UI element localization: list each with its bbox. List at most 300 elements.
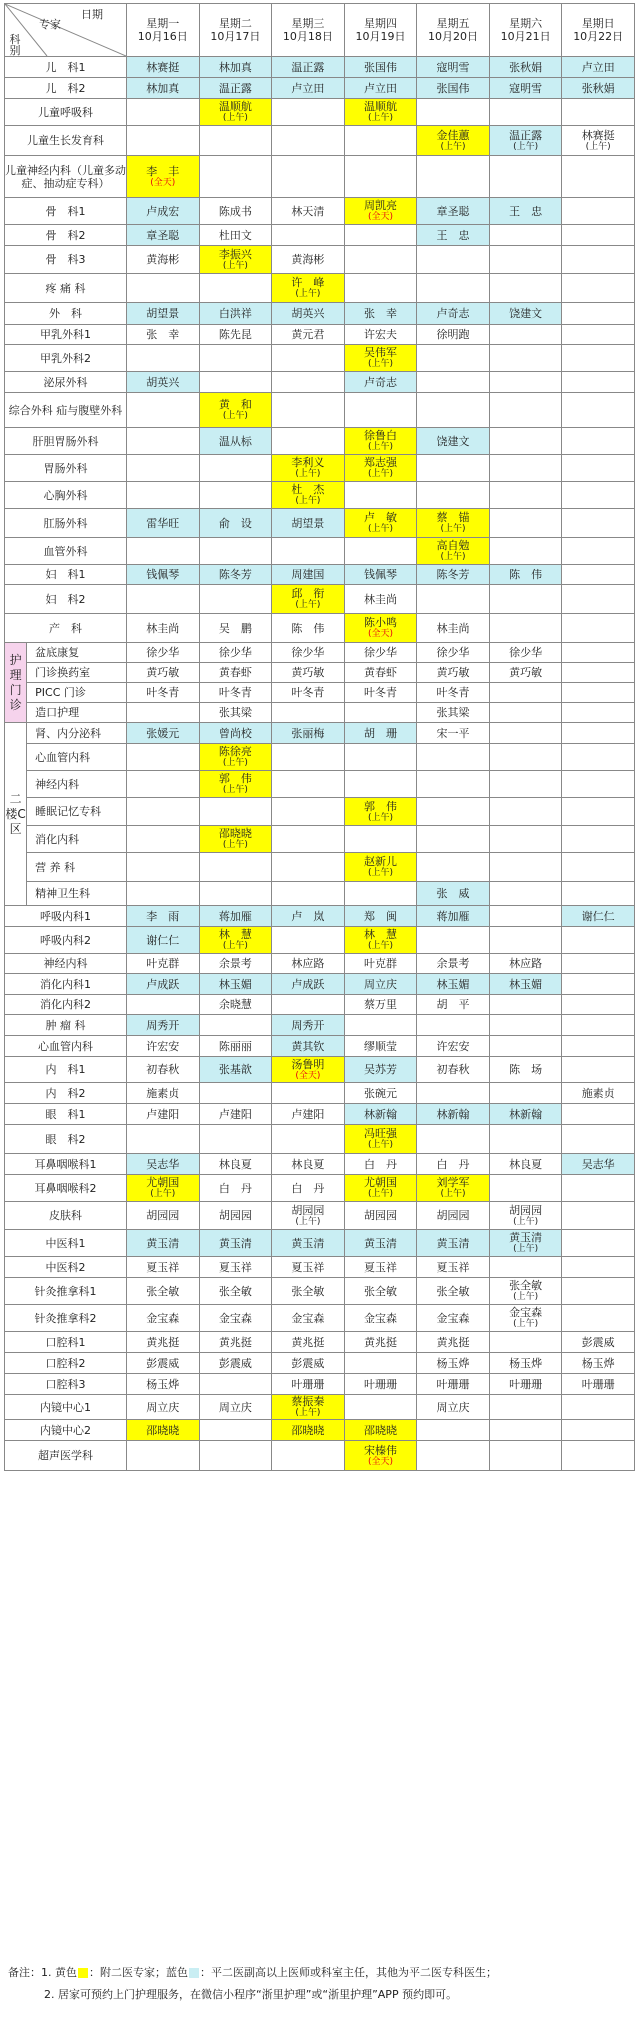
doctor-cell	[344, 325, 417, 345]
doctor-name: 章圣聪	[436, 204, 470, 218]
empty-cell	[562, 99, 635, 126]
empty-cell	[562, 585, 635, 614]
empty-cell	[417, 372, 490, 393]
session-fullday: (全天)	[150, 177, 176, 188]
doctor-name: 白 丹	[218, 1181, 252, 1195]
doctor-cell	[344, 614, 417, 643]
doctor-name: 夏玉祥	[218, 1260, 252, 1274]
doctor-name: 邵晓晓	[291, 1423, 325, 1437]
doctor-cell	[344, 1278, 417, 1305]
empty-cell	[489, 1083, 562, 1104]
dept-name: 儿 科2	[5, 78, 127, 99]
dept-name: 内镜中心2	[5, 1420, 127, 1441]
doctor-name: 黄巧敏	[509, 666, 543, 679]
blue-swatch	[189, 1968, 199, 1978]
doctor-name: 杨玉烨	[146, 1377, 180, 1391]
schedule-row	[5, 1083, 635, 1104]
empty-cell	[562, 345, 635, 372]
session-morning: (上午)	[367, 442, 393, 452]
doctor-cell	[199, 1175, 272, 1202]
doctor-cell	[127, 1175, 200, 1202]
empty-cell	[272, 882, 345, 906]
doctor-cell	[199, 99, 272, 126]
day-date: 10月17日	[210, 30, 261, 43]
day-name: 星期日	[581, 17, 615, 30]
doctor-cell	[489, 303, 562, 325]
empty-cell	[562, 927, 635, 954]
doctor-cell	[272, 1332, 345, 1353]
doctor-name: 冯旺强	[363, 1127, 397, 1140]
doctor-name: 杨玉烨	[509, 1356, 543, 1370]
empty-cell	[344, 538, 417, 565]
doctor-cell	[417, 1104, 490, 1125]
empty-cell	[489, 372, 562, 393]
doctor-cell	[199, 393, 272, 428]
doctor-cell	[344, 927, 417, 954]
empty-cell	[272, 372, 345, 393]
legend-line-1	[8, 1962, 630, 1984]
empty-cell	[417, 274, 490, 303]
schedule-row	[5, 1154, 635, 1175]
doctor-cell	[127, 198, 200, 225]
empty-cell	[199, 1420, 272, 1441]
empty-cell	[489, 225, 562, 246]
doctor-cell	[272, 78, 345, 99]
doctor-name: 郭 伟	[218, 772, 252, 785]
doctor-name: 余晓慧	[218, 998, 252, 1011]
doctor-name: 蔡万里	[363, 998, 397, 1011]
schedule-row	[5, 798, 635, 826]
empty-cell	[417, 393, 490, 428]
doctor-cell	[272, 482, 345, 509]
doctor-name: 曾尚校	[218, 726, 252, 740]
doctor-cell	[417, 303, 490, 325]
doctor-name: 叶冬青	[436, 686, 470, 699]
empty-cell	[562, 643, 635, 663]
schedule-row	[5, 1332, 635, 1353]
empty-cell	[489, 723, 562, 744]
doctor-cell	[417, 1257, 490, 1278]
doctor-cell	[489, 663, 562, 683]
doctor-name: 邵晓晓	[218, 827, 252, 840]
session-morning: (上午)	[367, 469, 393, 479]
doctor-name: 汤鲁明	[291, 1057, 325, 1071]
doctor-cell	[344, 198, 417, 225]
doctor-name: 寇明雪	[436, 60, 470, 74]
empty-cell	[127, 585, 200, 614]
doctor-name: 徐少华	[363, 646, 397, 659]
doctor-name: 温顺航	[218, 100, 252, 113]
doctor-name: 叶冬青	[291, 686, 325, 699]
empty-cell	[562, 1441, 635, 1471]
doctor-cell	[417, 703, 490, 723]
doctor-cell	[489, 57, 562, 78]
dept-name: 呼吸内科1	[5, 906, 127, 927]
doctor-name: 胡园园	[291, 1203, 325, 1217]
doctor-name: 黄巧敏	[146, 666, 180, 679]
schedule-row	[5, 954, 635, 974]
dept-name: 心血管内科	[5, 1036, 127, 1057]
schedule-row	[5, 703, 635, 723]
doctor-name: 彭震威	[581, 1335, 615, 1349]
doctor-name: 林新翰	[509, 1107, 543, 1121]
doctor-cell	[127, 1036, 200, 1057]
dept-name: 肛肠外科	[5, 509, 127, 538]
schedule-row	[5, 274, 635, 303]
doctor-name: 张碗元	[363, 1086, 397, 1100]
doctor-cell	[417, 1353, 490, 1374]
dept-name: 心血管内科	[27, 744, 127, 771]
doctor-name: 张基歆	[218, 1063, 252, 1076]
doctor-cell	[344, 1083, 417, 1104]
doctor-name: 林良夏	[509, 1157, 543, 1171]
doctor-name: 张全敏	[218, 1284, 252, 1298]
dept-name: 甲乳外科2	[5, 345, 127, 372]
empty-cell	[417, 1083, 490, 1104]
note-prefix: 备注：	[8, 1966, 41, 1979]
doctor-cell	[199, 974, 272, 995]
doctor-cell	[272, 663, 345, 683]
doctor-cell	[562, 57, 635, 78]
doctor-name: 余景考	[436, 957, 470, 970]
schedule-row	[5, 974, 635, 995]
doctor-cell	[417, 78, 490, 99]
doctor-cell	[199, 78, 272, 99]
dept-name: 盆底康复	[27, 643, 127, 663]
schedule-row	[5, 1057, 635, 1083]
doctor-cell	[344, 1332, 417, 1353]
schedule-row	[5, 643, 635, 663]
doctor-name: 卢立田	[291, 81, 325, 95]
session-morning: (上午)	[222, 840, 248, 850]
session-morning: (上午)	[222, 758, 248, 768]
doctor-name: 胡英兴	[291, 307, 325, 320]
doctor-cell	[417, 974, 490, 995]
doctor-cell	[489, 1154, 562, 1175]
empty-cell	[489, 683, 562, 703]
doctor-name: 李利义	[291, 456, 325, 469]
doctor-cell	[272, 303, 345, 325]
schedule-row	[5, 538, 635, 565]
empty-cell	[489, 246, 562, 274]
day-date: 10月21日	[500, 30, 551, 43]
empty-cell	[562, 853, 635, 882]
doctor-cell	[417, 198, 490, 225]
doctor-name: 徐少华	[146, 646, 180, 659]
doctor-cell	[127, 974, 200, 995]
doctor-cell	[344, 1420, 417, 1441]
doctor-name: 黄兆挺	[218, 1335, 252, 1349]
schedule-row	[5, 428, 635, 455]
schedule-row	[5, 927, 635, 954]
schedule-row	[5, 614, 635, 643]
schedule-row	[5, 1175, 635, 1202]
doctor-name: 张 幸	[146, 328, 180, 341]
day-header	[489, 4, 562, 57]
empty-cell	[562, 246, 635, 274]
doctor-cell	[127, 225, 200, 246]
doctor-cell	[199, 1353, 272, 1374]
doctor-cell	[127, 954, 200, 974]
doctor-name: 叶珊珊	[363, 1377, 397, 1391]
empty-cell	[562, 1125, 635, 1154]
doctor-name: 黄春虾	[363, 666, 397, 679]
schedule-row	[5, 744, 635, 771]
doctor-name: 黄兆挺	[363, 1335, 397, 1349]
doctor-cell	[417, 614, 490, 643]
doctor-cell	[272, 1202, 345, 1230]
empty-cell	[127, 274, 200, 303]
session-morning: (上午)	[367, 359, 393, 369]
doctor-cell	[344, 1257, 417, 1278]
doctor-name: 张其梁	[218, 706, 252, 719]
doctor-cell	[344, 303, 417, 325]
doctor-cell	[199, 303, 272, 325]
empty-cell	[344, 274, 417, 303]
doctor-cell	[199, 683, 272, 703]
doctor-name: 白洪祥	[218, 307, 252, 320]
empty-cell	[489, 1395, 562, 1420]
schedule-row	[5, 325, 635, 345]
session-morning: (上午)	[440, 141, 466, 152]
day-header	[199, 4, 272, 57]
empty-cell	[344, 1395, 417, 1420]
doctor-name: 张秋娟	[509, 60, 543, 74]
empty-cell	[489, 99, 562, 126]
session-morning: (上午)	[295, 469, 321, 479]
day-header	[417, 4, 490, 57]
empty-cell	[489, 538, 562, 565]
doctor-cell	[127, 683, 200, 703]
schedule-row	[5, 882, 635, 906]
schedule-row	[5, 126, 635, 156]
doctor-name: 林加真	[146, 81, 180, 95]
empty-cell	[489, 393, 562, 428]
doctor-name: 卢成跃	[146, 977, 180, 991]
doctor-cell	[272, 954, 345, 974]
empty-cell	[562, 703, 635, 723]
dept-name: 口腔科1	[5, 1332, 127, 1353]
doctor-cell	[344, 1441, 417, 1471]
doctor-cell	[272, 1278, 345, 1305]
doctor-cell	[127, 1305, 200, 1332]
doctor-name: 陈先昆	[218, 328, 252, 341]
empty-cell	[199, 585, 272, 614]
schedule-row	[5, 1230, 635, 1257]
session-morning: (上午)	[367, 812, 393, 823]
doctor-name: 李振兴	[218, 247, 252, 261]
empty-cell	[489, 1332, 562, 1353]
doctor-cell	[272, 455, 345, 482]
doctor-name: 张全敏	[146, 1284, 180, 1298]
doctor-cell	[127, 1353, 200, 1374]
doctor-name: 白 丹	[291, 1181, 325, 1195]
doctor-cell	[127, 1202, 200, 1230]
empty-cell	[562, 538, 635, 565]
empty-cell	[489, 906, 562, 927]
schedule-row	[5, 1125, 635, 1154]
session-morning: (上午)	[513, 141, 539, 152]
doctor-name: 林良夏	[291, 1157, 325, 1171]
doctor-name: 白 丹	[436, 1157, 470, 1171]
empty-cell	[562, 325, 635, 345]
schedule-row	[5, 1104, 635, 1125]
empty-cell	[417, 798, 490, 826]
doctor-name: 卢成宏	[146, 204, 180, 218]
empty-cell	[562, 771, 635, 798]
doctor-name: 胡望景	[291, 516, 325, 530]
empty-cell	[272, 345, 345, 372]
doctor-name: 吴 鹏	[218, 621, 252, 635]
empty-cell	[127, 99, 200, 126]
doctor-name: 邱 衔	[291, 587, 325, 600]
doctor-cell	[127, 663, 200, 683]
doctor-name: 黄春虾	[218, 666, 252, 679]
doctor-name: 尤朝国	[363, 1176, 397, 1189]
schedule-row	[5, 455, 635, 482]
doctor-cell	[417, 1332, 490, 1353]
empty-cell	[417, 246, 490, 274]
doctor-cell	[344, 723, 417, 744]
doctor-cell	[272, 1374, 345, 1395]
doctor-cell	[199, 1305, 272, 1332]
doctor-name: 初春秋	[436, 1063, 470, 1076]
empty-cell	[344, 246, 417, 274]
empty-cell	[562, 1230, 635, 1257]
schedule-row	[5, 585, 635, 614]
empty-cell	[417, 156, 490, 198]
dept-name: 血管外科	[5, 538, 127, 565]
day-name: 星期二	[218, 17, 252, 30]
doctor-name: 林赛挺	[581, 128, 615, 142]
day-header	[344, 4, 417, 57]
doctor-name: 王 忠	[509, 204, 543, 218]
session-morning: (上午)	[222, 411, 248, 421]
dept-name: 内 科1	[5, 1057, 127, 1083]
empty-cell	[127, 455, 200, 482]
doctor-name: 陈小鸣	[363, 616, 397, 629]
empty-cell	[562, 393, 635, 428]
session-morning: (上午)	[440, 524, 466, 534]
group-label: 护理门诊	[5, 643, 27, 723]
doctor-cell	[127, 643, 200, 663]
schedule-row	[5, 78, 635, 99]
doctor-name: 张全敏	[509, 1279, 543, 1292]
doctor-cell	[199, 1230, 272, 1257]
doctor-cell	[127, 303, 200, 325]
doctor-name: 黄海彬	[146, 253, 180, 266]
empty-cell	[489, 509, 562, 538]
day-name: 星期六	[509, 17, 543, 30]
empty-cell	[489, 156, 562, 198]
dept-name: 骨 科2	[5, 225, 127, 246]
doctor-name: 张秋娟	[581, 81, 615, 95]
schedule-row	[5, 225, 635, 246]
doctor-cell	[417, 1057, 490, 1083]
doctor-name: 黄玉清	[146, 1236, 180, 1250]
doctor-name: 叶冬青	[146, 686, 180, 699]
doctor-name: 林加真	[218, 60, 252, 74]
empty-cell	[199, 853, 272, 882]
doctor-cell	[199, 1104, 272, 1125]
doctor-cell	[562, 1154, 635, 1175]
doctor-name: 白 丹	[363, 1157, 397, 1171]
empty-cell	[417, 1420, 490, 1441]
dept-name: 内镜中心1	[5, 1395, 127, 1420]
empty-cell	[272, 771, 345, 798]
doctor-name: 卢 敏	[363, 511, 397, 524]
doctor-name: 林应路	[291, 957, 325, 970]
doctor-name: 黄玉清	[509, 1231, 543, 1244]
empty-cell	[199, 156, 272, 198]
empty-cell	[562, 614, 635, 643]
dept-name: 疼 痛 科	[5, 274, 127, 303]
empty-cell	[272, 393, 345, 428]
empty-cell	[199, 538, 272, 565]
session-morning: (上午)	[295, 1408, 321, 1418]
empty-cell	[489, 1125, 562, 1154]
doctor-name: 蔡振秦	[291, 1395, 325, 1408]
doctor-cell	[489, 565, 562, 585]
doctor-cell	[489, 78, 562, 99]
empty-cell	[489, 853, 562, 882]
doctor-name: 章圣聪	[146, 228, 180, 242]
session-morning: (上午)	[295, 1216, 321, 1227]
doctor-cell	[489, 1353, 562, 1374]
schedule-row	[5, 372, 635, 393]
doctor-name: 林玉媚	[218, 977, 252, 991]
dept-name: 儿童呼吸科	[5, 99, 127, 126]
empty-cell	[127, 853, 200, 882]
empty-cell	[417, 345, 490, 372]
dept-name: 消化内科1	[5, 974, 127, 995]
doctor-cell	[272, 1036, 345, 1057]
dept-name: 产 科	[5, 614, 127, 643]
dept-name: 眼 科1	[5, 1104, 127, 1125]
dept-name: PICC 门诊	[27, 683, 127, 703]
empty-cell	[127, 428, 200, 455]
schedule-row	[5, 1202, 635, 1230]
empty-cell	[417, 1015, 490, 1036]
doctor-cell	[272, 198, 345, 225]
doctor-name: 尤朝国	[146, 1176, 180, 1189]
empty-cell	[562, 1278, 635, 1305]
doctor-name: 陈 伟	[509, 568, 543, 581]
doctor-name: 刘学军	[436, 1176, 470, 1189]
day-date: 10月20日	[428, 30, 479, 43]
doctor-name: 黄玉清	[363, 1236, 397, 1250]
doctor-name: 徐少华	[218, 646, 252, 659]
doctor-name: 叶珊珊	[509, 1377, 543, 1391]
empty-cell	[199, 126, 272, 156]
doctor-cell	[489, 198, 562, 225]
doctor-name: 杨玉烨	[581, 1356, 615, 1370]
doctor-cell	[417, 1202, 490, 1230]
empty-cell	[272, 798, 345, 826]
session-fullday: (全天)	[367, 629, 393, 639]
empty-cell	[344, 156, 417, 198]
empty-cell	[489, 1420, 562, 1441]
doctor-cell	[272, 1305, 345, 1332]
doctor-cell	[344, 643, 417, 663]
schedule-row	[5, 1374, 635, 1395]
doctor-name: 周凯亮	[363, 199, 397, 212]
doctor-cell	[272, 1057, 345, 1083]
session-morning: (上午)	[295, 496, 321, 506]
empty-cell	[417, 585, 490, 614]
doctor-cell	[562, 1374, 635, 1395]
doctor-name: 叶冬青	[218, 686, 252, 699]
